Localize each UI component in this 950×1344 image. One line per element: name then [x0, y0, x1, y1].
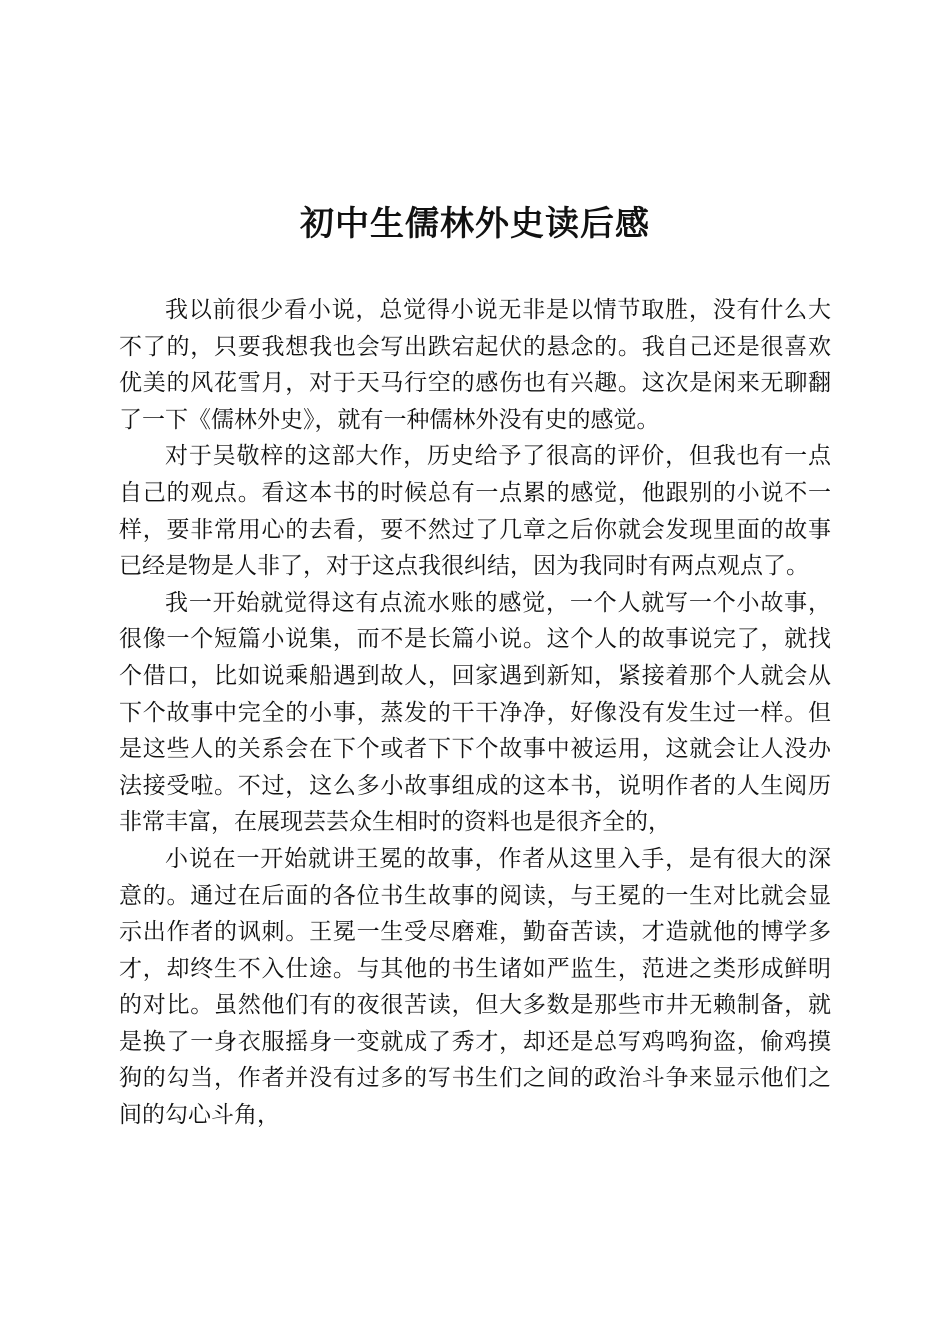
- paragraph: 对于吴敬梓的这部大作，历史给予了很高的评价，但我也有一点自己的观点。看这本书的时候总有一点累的感觉，他跟别的小说不一样，要非常用心的去看，要不然过了几章之后你就会发现里面的故事已经是物是人非了，对于这点我很纠结，因为我同时有两点观点了。: [119, 443, 831, 580]
- document-title: 初中生儒林外史读后感: [300, 204, 650, 244]
- paragraph: 我一开始就觉得这有点流水账的感觉，一个人就写一个小故事，很像一个短篇小说集，而不是长篇小说。这个人的故事说完了，就找个借口，比如说乘船遇到故人，回家遇到新知，紧接着那个人就会从下个故事中完全的小事，蒸发的干干净净，好像没有发生过一样。但是这些人的关系会在下个或者下下个故事中被运用，这就会让人没办法接受啦。不过，这么多小故事组成的这本书，说明作者的人生阅历非常丰富，在展现芸芸众生相时的资料也是很齐全的，: [119, 589, 831, 836]
- document-body: [119, 292, 831, 1134]
- paragraph: 小说在一开始就讲王冕的故事，作者从这里入手，是有很大的深意的。通过在后面的各位书生故事的阅读，与王冕的一生对比就会显示出作者的讽刺。王冕一生受尽磨难，勤奋苦读，才造就他的博学多才，却终生不入仕途。与其他的书生诸如严监生，范进之类形成鲜明的对比。虽然他们有的夜很苦读，但大多数是那些市井无赖制备，就是换了一身衣服摇身一变就成了秀才，却还是总写鸡鸣狗盗，偷鸡摸狗的勾当，作者并没有过多的写书生们之间的政治斗争来显示他们之间的勾心斗角，: [119, 845, 831, 1129]
- paragraph: 我以前很少看小说，总觉得小说无非是以情节取胜，没有什么大不了的，只要我想我也会写出跌宕起伏的悬念的。我自己还是很喜欢优美的风花雪月，对于天马行空的感伤也有兴趣。这次是闲来无聊翻了一下《儒林外史》，就有一种儒林外没有史的感觉。: [119, 297, 831, 433]
